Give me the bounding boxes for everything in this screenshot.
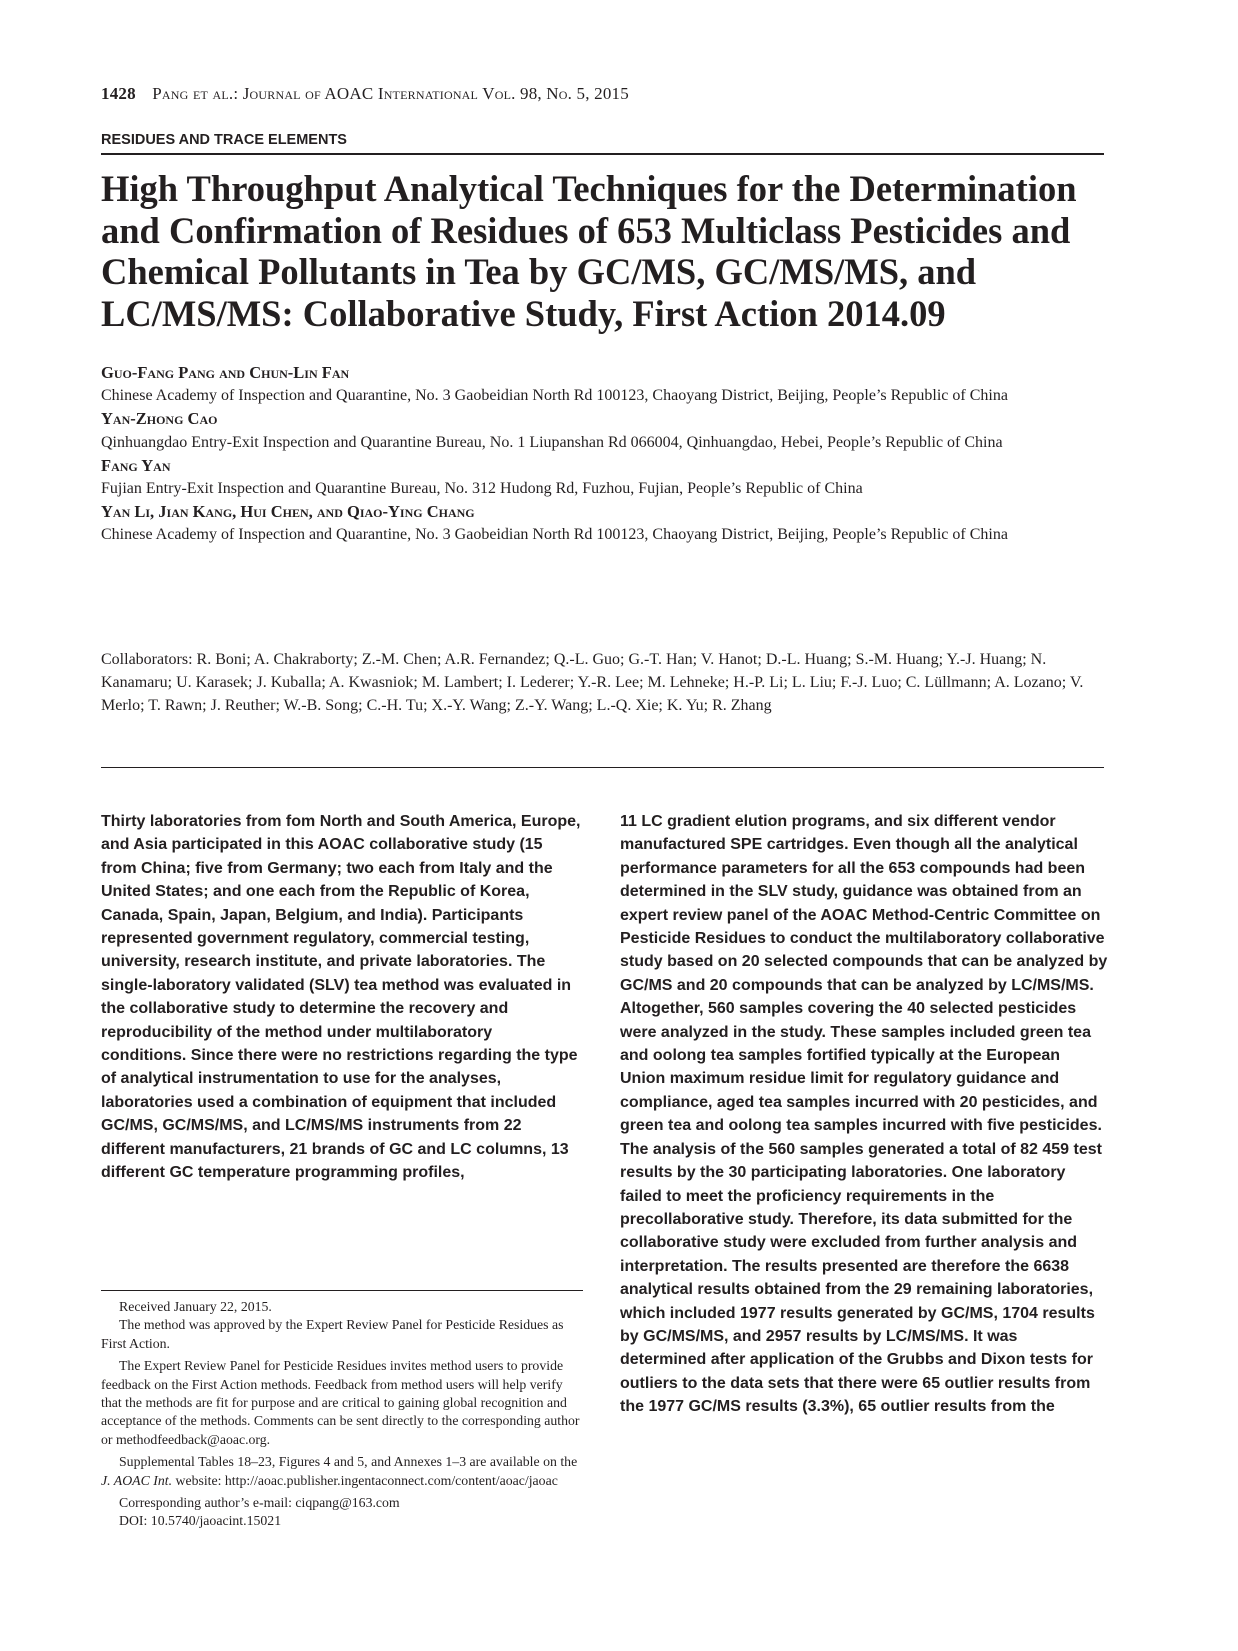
section-divider bbox=[101, 153, 1104, 155]
section-label: RESIDUES AND TRACE ELEMENTS bbox=[101, 132, 347, 148]
author-block bbox=[101, 361, 1106, 547]
supplemental-text: Supplemental Tables 18–23, Figures 4 and 5, and Annexes 1–3 are available on the bbox=[119, 1454, 578, 1470]
article-title: High Throughput Analytical Techniques for the Determination and Confirmation of Residues of 653 Multiclass Pesticides and Chemical Pollutants in Tea by GC/MS, GC/MS/MS, and LC/MS/MS: Collaborative Study, First Action 2014.09 bbox=[101, 168, 1077, 334]
journal-abbrev: J. AOAC Int. bbox=[101, 1472, 173, 1488]
footnote-approved: The method was approved by the Expert Review Panel for Pesticide Residues as First Action. bbox=[101, 1317, 564, 1351]
running-header bbox=[101, 84, 1101, 104]
header-divider bbox=[101, 767, 1104, 768]
abstract-column-right: 11 LC gradient elution programs, and six different vendor manufactured SPE cartridges. Even though all the analytical performance parameters for all the 653 compounds had been determined in the SLV study, guidance was obtained from an expert review panel of the AOAC Method-Centric Committee on Pesticide Residues to conduct the multilaboratory collaborative study based on 20 selected compounds that can be analyzed by GC/MS and 20 compounds that can be analyzed by LC/MS/MS. Altogether, 560 samples covering the 40 selected pesticides were analyzed in the study. These samples included green tea and oolong tea samples fortified typically at the European Union maximum residue limit for regulatory guidance and compliance, aged tea samples incurred with 20 pesticides, and green tea and oolong tea samples incurred with five pesticides. The analysis of the 560 samples generated a total of 82 459 test results by the 30 participating laboratories. One laboratory failed to meet the proficiency requirements in the precollaborative study. Therefore, its data submitted for the collaborative study were excluded from further analysis and interpretation. The results presented are therefore the 6638 analytical results obtained from the 29 remaining laboratories, which included 1977 results generated by GC/MS, 1704 results by GC/MS/MS, and 2957 results by LC/MS/MS. It was determined after application of the Grubbs and Dixon tests for outliers to the data sets that there were 65 outlier results from the 1977 GC/MS results (3.3%), 65 outlier results from the bbox=[620, 813, 1108, 1416]
author-names: Fang Yan bbox=[101, 455, 171, 475]
author-names: Guo-Fang Pang and Chun-Lin Fan bbox=[101, 363, 350, 382]
author-names: Yan Li, Jian Kang, Hui Chen, and Qiao-Ying Chang bbox=[101, 502, 475, 522]
footnote-doi: DOI: 10.5740/jaoacint.15021 bbox=[119, 1513, 282, 1529]
footnote-received: Received January 22, 2015. bbox=[119, 1299, 272, 1314]
author-affiliation: Qinhuangdao Entry-Exit Inspection and Quarantine Bureau, No. 1 Liupanshan Rd 066004, Qinhuangdao, Hebei, People’s Republic of China bbox=[101, 433, 1003, 451]
supplemental-link[interactable]: website: http://aoac.publisher.ingentaconnect.com/content/aoac/jaoac bbox=[175, 1472, 558, 1488]
author-affiliation: Fujian Entry-Exit Inspection and Quarantine Bureau, No. 312 Hudong Rd, Fuzhou, Fujian, People’s Republic of China bbox=[101, 480, 863, 498]
running-head: Pang et al.: Journal of AOAC International Vol. 98, No. 5, 2015 bbox=[152, 84, 629, 103]
footnote-feedback: The Expert Review Panel for Pesticide Residues invites method users to provide feedback on the First Action methods. Feedback from method users will help verify that the methods are fit for purpose and are critical to gaining global recognition and acceptance of the methods. Comments can be sent directly to the corresponding author or methodfeedback@aoac.org. bbox=[101, 1358, 580, 1447]
footnote-supplemental bbox=[101, 1453, 583, 1490]
author-names: Yan-Zhong Cao bbox=[101, 409, 218, 429]
author-affiliation: Chinese Academy of Inspection and Quarantine, No. 3 Gaobeidian North Rd 100123, Chaoyang District, Beijing, People’s Republic of China bbox=[101, 387, 1008, 405]
footnote-corresponding: Corresponding author’s e-mail: ciqpang@163.com bbox=[119, 1495, 400, 1511]
collaborators: Collaborators: R. Boni; A. Chakraborty; Z.-M. Chen; A.R. Fernandez; Q.-L. Guo; G.-T. Han; V. Hanot; D.-L. Huang; S.-M. Huang; Y.-J. Huang; N. Kanamaru; U. Karasek; J. Kuballa; A. Kwasniok; M. Lambert; I. Lederer; Y.-R. Lee; M. Lehneke; H.-P. Li; L. Liu; F.-J. Luo; C. Lüllmann; A. Lozano; V. Merlo; T. Rawn; J. Reuther; W.-B. Song; C.-H. Tu; X.-Y. Wang; Z.-Y. Wang; L.-Q. Xie; K. Yu; R. Zhang bbox=[101, 651, 1084, 715]
abstract-column-left: Thirty laboratories from fom North and South America, Europe, and Asia participated in this AOAC collaborative study (15 from China; five from Germany; two each from Italy and the United States; and one each from the Republic of Korea, Canada, Spain, Japan, Belgium, and India). Participants represented government regulatory, commercial testing, university, research institute, and private laboratories. The single-laboratory validated (SLV) tea method was evaluated in the collaborative study to determine the recovery and reproducibility of the method under multilaboratory conditions. Since there were no restrictions regarding the type of analytical instrumentation to use for the analyses, laboratories used a combination of equipment that included GC/MS, GC/MS/MS, and LC/MS/MS instruments from 22 different manufacturers, 21 brands of GC and LC columns, 13 different GC temperature programming profiles, bbox=[101, 813, 581, 1182]
footnotes bbox=[101, 1298, 583, 1531]
page-number: 1428 bbox=[101, 84, 136, 103]
footnote-divider bbox=[101, 1290, 583, 1291]
author-affiliation: Chinese Academy of Inspection and Quarantine, No. 3 Gaobeidian North Rd 100123, Chaoyang District, Beijing, People’s Republic of China bbox=[101, 526, 1008, 544]
